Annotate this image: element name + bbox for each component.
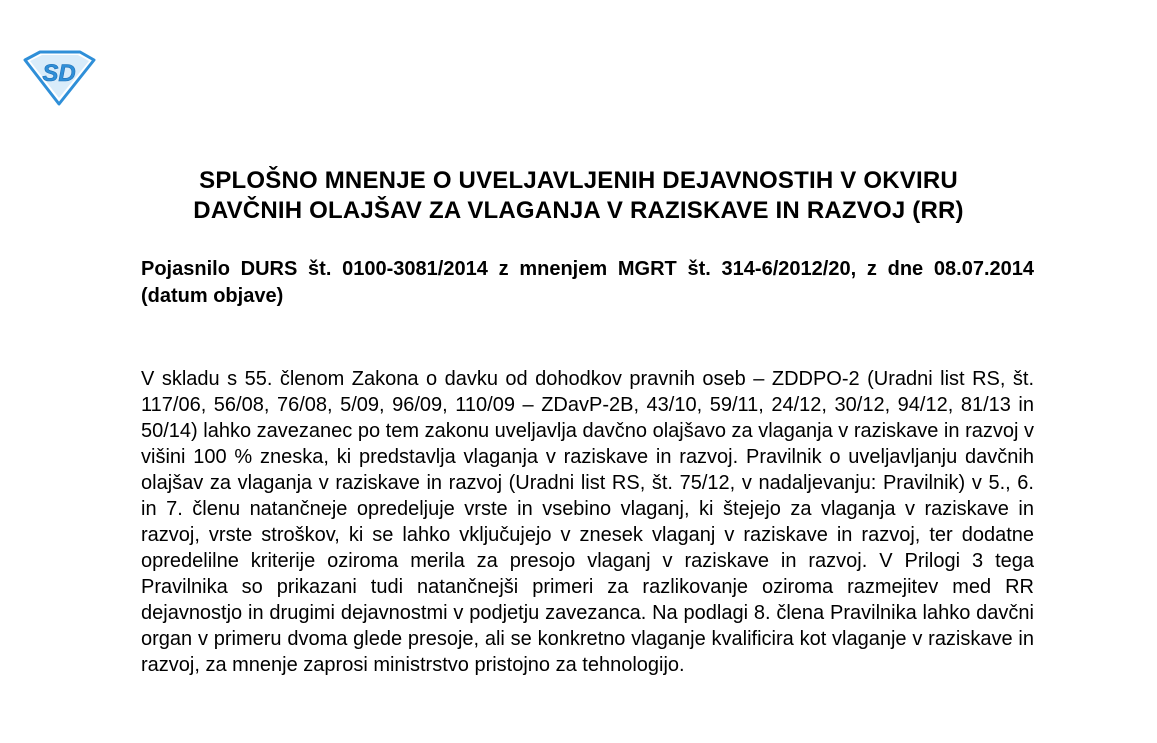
logo-letters: SD [42,60,76,87]
title-line-1: SPLOŠNO MNENJE O UVELJAVLJENIH DEJAVNOSTIH V OKVIRU [199,167,958,194]
document-title [0,166,1157,226]
body-paragraph: V skladu s 55. členom Zakona o davku od dohodkov pravnih oseb – ZDDPO-2 (Uradni list RS, št. 117/06, 56/08, 76/08, 5/09, 96/09, 110/09 – ZDavP-2B, 43/10, 59/11, 24/12, 30/12, 94/12, 81/13 in 50/14) lahko zavezanec po tem zakonu uveljavlja davčno olajšavo za vlaganja v raziskave in razvoj v višini 100 % zneska, ki predstavlja vlaganja v raziskave in razvoj. Pravilnik o uveljavljanju davčnih olajšav za vlaganja v raziskave in razvoj (Uradni list RS, št. 75/12, v nadaljevanju: Pravilnik) v 5., 6. in 7. členu natančneje opredeljuje vrste in vsebino vlaganj, ki štejejo za vlaganja v raziskave in razvoj, vrste stroškov, ki se lahko vključujejo v znesek vlaganj v raziskave in razvoj, ter dodatne opredelilne kriterije oziroma merila za presojo vlaganj v raziskave in razvoj. V Prilogi 3 tega Pravilnika so prikazani tudi natančnejši primeri za razlikovanje oziroma razmejitev med RR dejavnostjo in drugimi dejavnostmi v podjetju zavezanca. Na podlagi 8. člena Pravilnika lahko davčni organ v primeru dvoma glede presoje, ali se konkretno vlaganje kvalificira kot vlaganje v raziskave in razvoj, za mnenje zaprosi ministrstvo pristojno za tehnologijo. [141,368,1034,676]
title-line-2: DAVČNIH OLAJŠAV ZA VLAGANJA V RAZISKAVE IN RAZVOJ (RR) [193,197,964,224]
document-subtitle: Pojasnilo DURS št. 0100-3081/2014 z mnenjem MGRT št. 314-6/2012/20, z dne 08.07.2014 (datum objave) [141,258,1034,307]
sd-logo-icon [22,50,96,106]
